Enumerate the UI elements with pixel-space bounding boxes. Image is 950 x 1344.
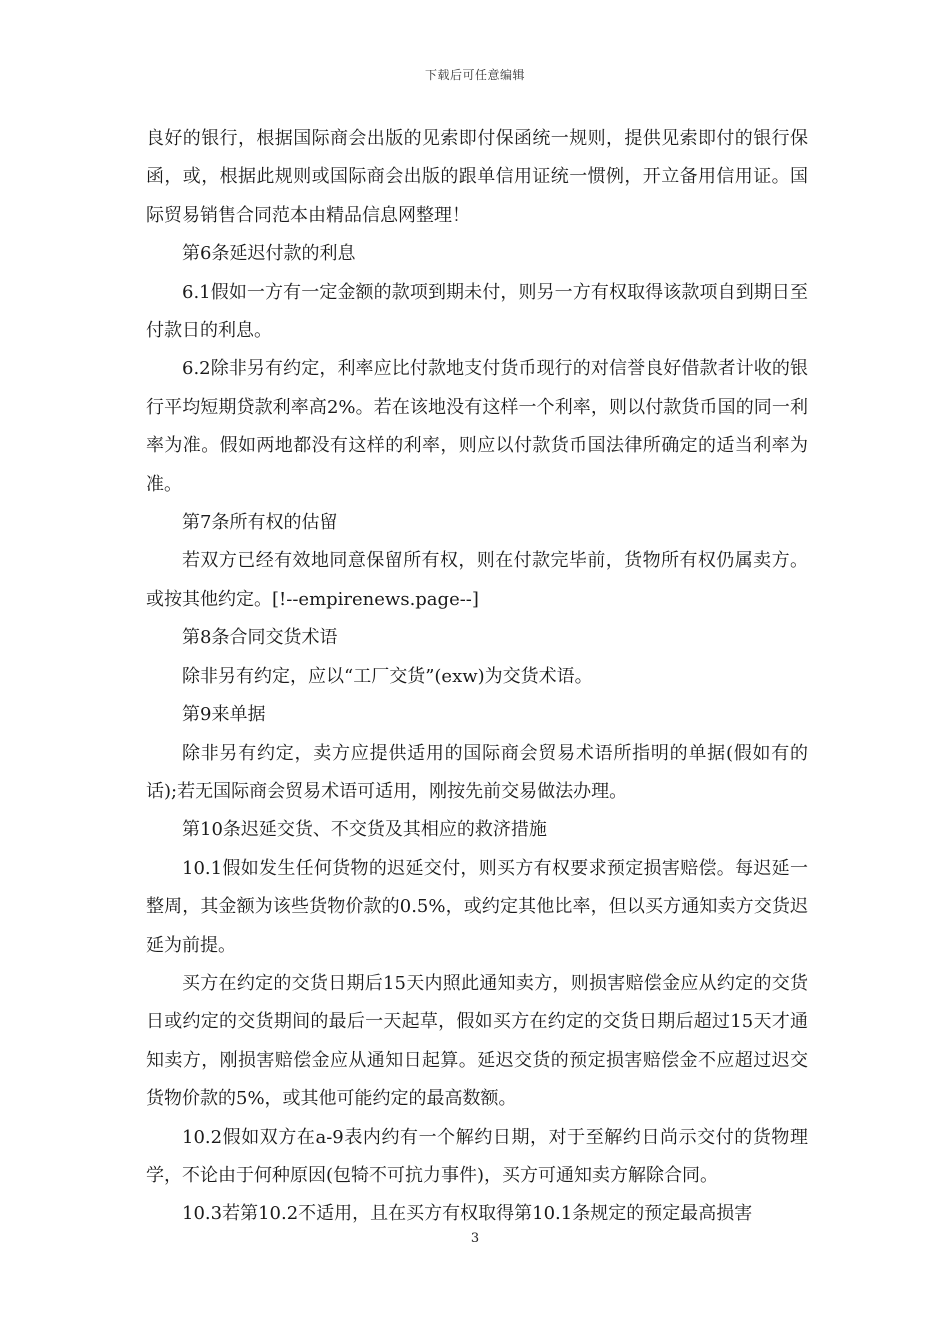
section-heading: 第10条迟延交货、不交货及其相应的救济措施 (182, 819, 547, 841)
page-number: 3 (470, 1231, 480, 1246)
page-header: 下载后可任意编辑 (424, 68, 525, 82)
paragraph: 10.3若第10.2不适用，且在买方有权取得第10.1条规定的预定最高损害 (182, 1203, 753, 1225)
paragraph: 若双方已经有效地同意保留所有权，则在付款完毕前，货物所有权仍属卖方。或按其他约定。[!--empirenews.page--] (146, 550, 808, 610)
section-heading: 第8条合同交货术语 (182, 627, 338, 649)
paragraph: 良好的银行，根据国际商会出版的见索即付保函统一规则，提供见索即付的银行保函，或，根据此规则或国际商会出版的跟单信用证统一惯例，开立备用信用证。国际贸易销售合同范本由精品信息网整理！ (146, 128, 808, 226)
paragraph: 除非另有约定，应以“工厂交货”(exw)为交货术语。 (182, 665, 593, 687)
section-heading: 第6条延迟付款的利息 (182, 243, 356, 265)
section-heading: 第9来单据 (182, 704, 266, 726)
paragraph: 除非另有约定，卖方应提供适用的国际商会贸易术语所指明的单据(假如有的话);若无国际商会贸易术语可适用，刚按先前交易做法办理。 (146, 742, 808, 802)
paragraph: 买方在约定的交货日期后15天内照此通知卖方，则损害赔偿金应从约定的交货日或约定的交货期间的最后一天起草，假如买方在约定的交货日期后超过15天才通知卖方，刚损害赔偿金应从通知日起算。延迟交货的预定损害赔偿金不应超过迟交货物价款的5%，或其他可能约定的最高数额。 (146, 972, 808, 1110)
paragraph: 10.2假如双方在a-9表内约有一个解约日期，对于至解约日尚示交付的货物理学，不论由于何种原因(包犄不可抗力事件)，买方可通知卖方解除合同。 (146, 1126, 808, 1186)
document-body (146, 120, 808, 1234)
paragraph: 6.2除非另有约定，利率应比付款地支付货币现行的对信誉良好借款者计收的银行平均短期贷款利率高2%。若在该地没有这样一个利率，则以付款货币国的同一利率为准。假如两地都没有这样的利率，则应以付款货币国法律所确定的适当利率为准。 (146, 358, 808, 495)
section-heading: 第7条所有权的估留 (182, 512, 338, 534)
paragraph: 10.1假如发生任何货物的迟延交付，则买方有权要求预定损害赔偿。每迟延一整周，其金额为该些货物价款的0.5%，或约定其他比率，但以买方通知卖方交货迟延为前提。 (146, 857, 808, 956)
paragraph: 6.1假如一方有一定金额的款项到期未付，则另一方有权取得该款项自到期日至付款日的利息。 (146, 281, 808, 342)
